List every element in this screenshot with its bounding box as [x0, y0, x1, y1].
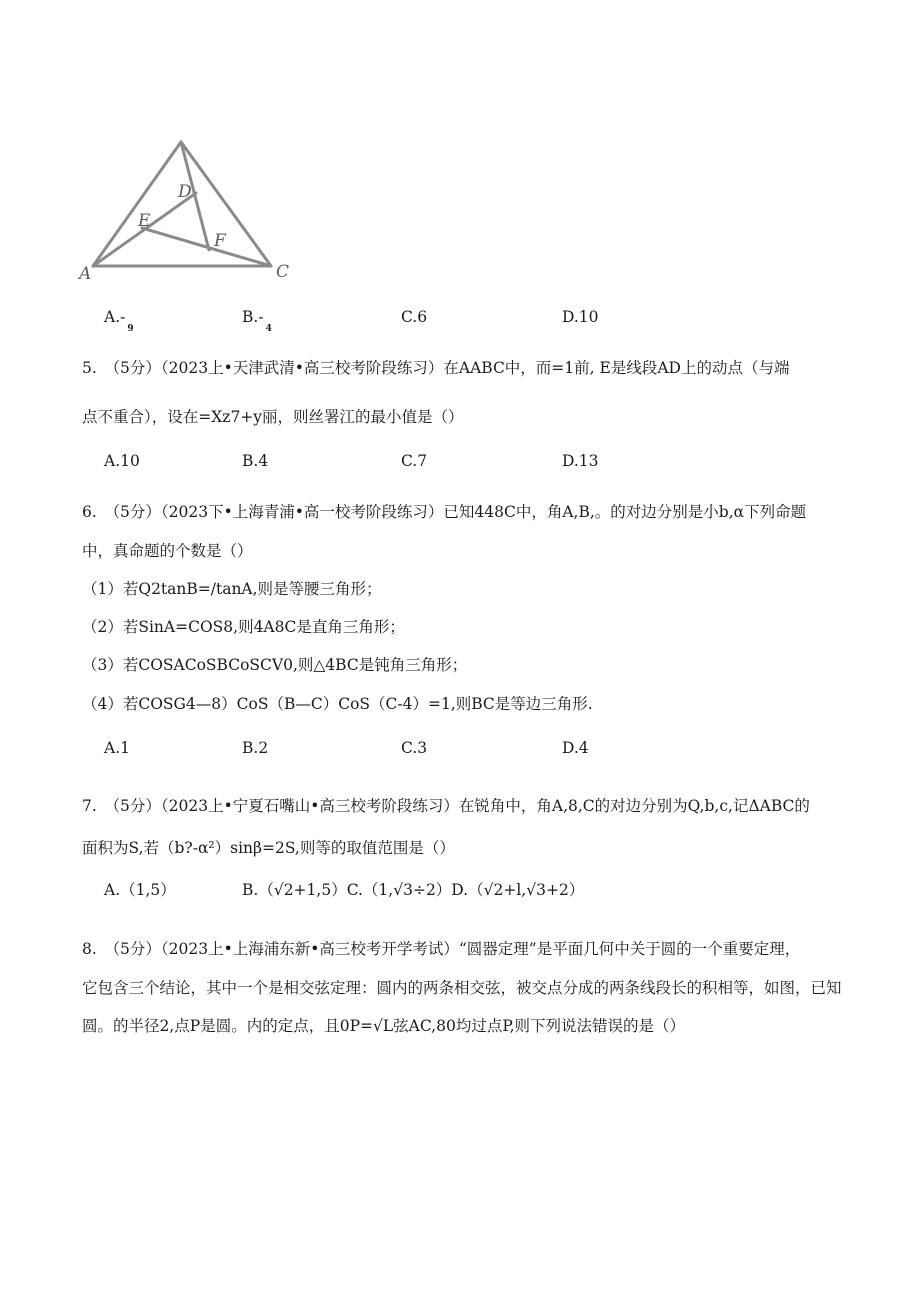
q7-options-bcd: B.（√2+1,5）C.（1,√3÷2）D.（√2+l,√3+2）: [242, 881, 585, 899]
q6-option-c: C.3: [401, 739, 428, 757]
q5-option-c: C.7: [401, 452, 428, 470]
q8-line-2: 它包含三个结论，其中一个是相交弦定理：圆内的两条相交弦，被交点分成的两条线段长的积相等，如图，已知: [82, 979, 842, 997]
q6-item-2: （2）若SinA=COS8,则4A8C是直角三角形；: [82, 618, 405, 636]
q5-option-d: D.13: [562, 452, 599, 470]
q6-item-4: （4）若COSG4—8）CoS（B—C）CoS（C-4）=1,则BC是等边三角形.: [82, 695, 593, 713]
q5-line-2: 点不重合），设在=Xz7+y丽，则丝署江的最小值是（）: [82, 408, 464, 426]
q8-line-3: 圆。的半径2,点P是圆。内的定点，且0P=√L弦AC,80均过点P,则下列说法错误的是（）: [82, 1017, 686, 1035]
segment-ec: [142, 228, 271, 266]
label-f: F: [214, 231, 226, 251]
triangle-figure: [0, 0, 920, 300]
q4-option-c: C.6: [401, 308, 428, 326]
q6-line-2: 中，真命题的个数是（）: [82, 542, 253, 560]
q5-option-b: B.4: [242, 452, 269, 470]
label-e: E: [138, 211, 151, 231]
q6-option-a: A.1: [104, 739, 130, 757]
q7-option-a: A.（1,5）: [104, 881, 176, 899]
label-c: C: [276, 262, 290, 282]
q7-line-1: 7. （5分）（2023上•宁夏石嘴山•高三校考阶段练习）在锐角中，角A,8,C的对边分别为Q,b,c,记ΔABC的: [82, 797, 810, 815]
q4-option-a-main: A.-: [104, 308, 126, 326]
q6-item-1: （1）若Q2tanB=/tanA,则是等腰三角形；: [82, 580, 382, 598]
label-a: A: [79, 264, 92, 284]
label-d: D: [178, 182, 192, 202]
q4-option-b-sub: 4: [265, 324, 272, 334]
q4-option-d: D.10: [562, 308, 599, 326]
q5-line-1: 5. （5分）（2023上•天津武清•高三校考阶段练习）在AABC中，而=1前, E是线段AD上的动点（与端: [82, 359, 790, 377]
q6-item-3: （3）若COSACoSBCoSCV0,则△4BC是钝角三角形；: [82, 656, 468, 674]
q8-line-1: 8. （5分）（2023上•上海浦东新•高三校考开学考试）“圆器定理”是平面几何中关于圆的一个重要定理，: [82, 940, 801, 958]
q5-option-a: A.10: [104, 452, 140, 470]
q4-option-b-main: B.-: [242, 308, 264, 326]
q6-option-b: B.2: [242, 739, 269, 757]
q4-option-a-sub: 9: [127, 324, 134, 334]
q7-line-2: 面积为S,若（b?-α²）sinβ=2S,则等的取值范围是（）: [82, 839, 455, 857]
q6-line-1: 6. （5分）（2023下•上海青浦•高一校考阶段练习）已知448C中，角A,B,。的对边分别是小b,α下列命题: [82, 503, 807, 521]
q4-option-b: [242, 307, 272, 334]
segment-ab: [93, 142, 181, 266]
segment-bc: [181, 142, 271, 266]
q4-option-a: [104, 307, 134, 334]
q6-option-d: D.4: [562, 739, 589, 757]
